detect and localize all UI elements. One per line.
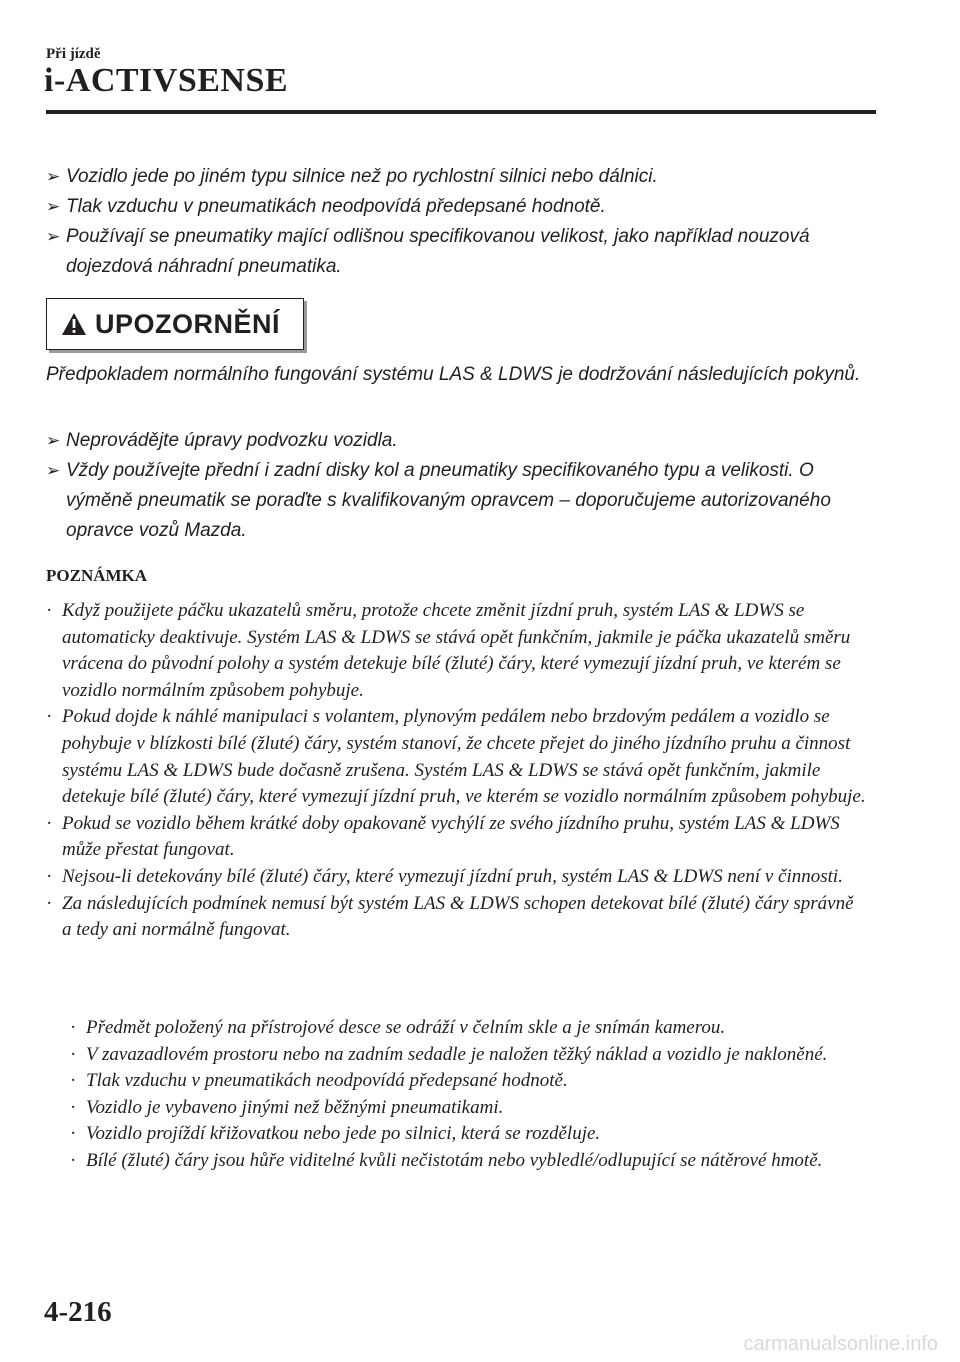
note-list: [46, 598, 866, 944]
note-label: POZNÁMKA: [46, 566, 148, 585]
dot-bullet-icon: ·: [46, 865, 53, 887]
list-item: · Když použijete páčku ukazatelů směru, protože chcete změnit jízdní pruh, systém LAS & LDWS se automaticky deaktivuje. Systém LAS & LDWS se stává opět funkčním, jakmile je páčka ukazatelů směru vrácena do původní polohy a systém detekuje bílé (žluté) čáry, které vymezují jízdní pruh, ve kterém se vozidlo normálním způsobem pohybuje.: [46, 600, 851, 701]
dot-bullet-icon: ·: [70, 1070, 77, 1092]
list-item: ➢ Neprovádějte úpravy podvozku vozidla.: [46, 426, 866, 456]
dot-bullet-icon: ·: [70, 1096, 77, 1118]
list-item: · Za následujících podmínek nemusí být systém LAS & LDWS schopen detekovat bílé (žluté) čáry správně a tedy ani normálně fungovat.: [46, 892, 854, 941]
list-item: · Pokud se vozidlo během krátké doby opakovaně vychýlí ze svého jízdního pruhu, systém LAS & LDWS může přestat fungovat.: [46, 812, 840, 861]
dot-bullet-icon: ·: [46, 812, 53, 834]
note-sublist: [70, 1015, 866, 1175]
watermark: carmanualsonline.info: [743, 1333, 938, 1355]
list-item: · Nejsou-li detekovány bílé (žluté) čáry, které vymezují jízdní pruh, systém LAS & LDWS není v činnosti.: [46, 864, 866, 891]
list-item: ➢ Používají se pneumatiky mající odlišnou specifikovanou velikost, jako například nouzová dojezdová náhradní pneumatika.: [46, 222, 866, 282]
caution-label: UPOZORNĚNÍ: [95, 308, 281, 339]
list-item: · Bílé (žluté) čáry jsou hůře viditelné kvůli nečistotám nebo vybledlé/odlupující se nátěrové hmotě.: [70, 1148, 866, 1175]
arrow-bullet-icon: ➢: [46, 197, 61, 216]
list-item: · Vozidlo je vybaveno jinými než běžnými pneumatikami.: [70, 1095, 866, 1122]
list-item: · Předmět položený na přístrojové desce se odráží v čelním skle a je snímán kamerou.: [70, 1015, 866, 1042]
dot-bullet-icon: ·: [70, 1123, 77, 1145]
caution-list: [46, 426, 866, 546]
list-item: ➢ Tlak vzduchu v pneumatikách neodpovídá předepsané hodnotě.: [46, 192, 866, 222]
list-item: · Vozidlo projíždí křižovatkou nebo jede po silnici, která se rozděluje.: [70, 1121, 866, 1148]
dot-bullet-icon: ·: [46, 600, 53, 621]
arrow-bullet-icon: ➢: [46, 167, 61, 186]
caution-intro: Předpokladem normálního fungování systému LAS & LDWS je dodržování následujících pokynů.: [46, 364, 861, 385]
list-item: ➢ Vozidlo jede po jiném typu silnice než po rychlostní silnici nebo dálnici.: [46, 162, 866, 192]
page-title: i-ACTIVSENSE: [44, 62, 289, 99]
dot-bullet-icon: ·: [70, 1043, 77, 1065]
caution-box: [46, 298, 304, 350]
intro-list: [46, 162, 866, 282]
list-item: · Tlak vzduchu v pneumatikách neodpovídá předepsané hodnotě.: [70, 1068, 866, 1095]
dot-bullet-icon: ·: [70, 1149, 77, 1171]
dot-bullet-icon: ·: [70, 1017, 77, 1038]
section-label: Při jízdě: [46, 46, 101, 62]
list-item: · V zavazadlovém prostoru nebo na zadním sedadle je naložen těžký náklad a vozidlo je nakloněné.: [70, 1042, 866, 1069]
dot-bullet-icon: ·: [46, 706, 53, 728]
list-item: · Pokud dojde k náhlé manipulaci s volantem, plynovým pedálem nebo brzdovým pedálem a vozidlo se pohybuje v blízkosti bílé (žluté) čáry, systém stanoví, že chcete přejet do jiného jízdního pruhu a činnost systému LAS & LDWS bude dočasně zrušena. Systém LAS & LDWS se stává opět funkčním, jakmile detekuje bílé (žluté) čáry, které vymezují jízdní pruh, ve kterém se vozidlo normálním způsobem pohybuje.: [46, 706, 866, 808]
title-rule: [46, 110, 876, 114]
list-item: ➢ Vždy používejte přední i zadní disky kol a pneumatiky specifikovaného typu a velikosti. O výměně pneumatik se poraďte s kvalifikovaným opravcem – doporučujeme autorizovaného opravce vozů Mazda.: [46, 456, 866, 546]
dot-bullet-icon: ·: [46, 892, 53, 914]
arrow-bullet-icon: ➢: [46, 227, 61, 246]
arrow-bullet-icon: ➢: [46, 461, 61, 480]
warning-triangle-icon: [61, 312, 87, 336]
arrow-bullet-icon: ➢: [46, 431, 61, 450]
page-number: 4-216: [44, 1296, 112, 1328]
